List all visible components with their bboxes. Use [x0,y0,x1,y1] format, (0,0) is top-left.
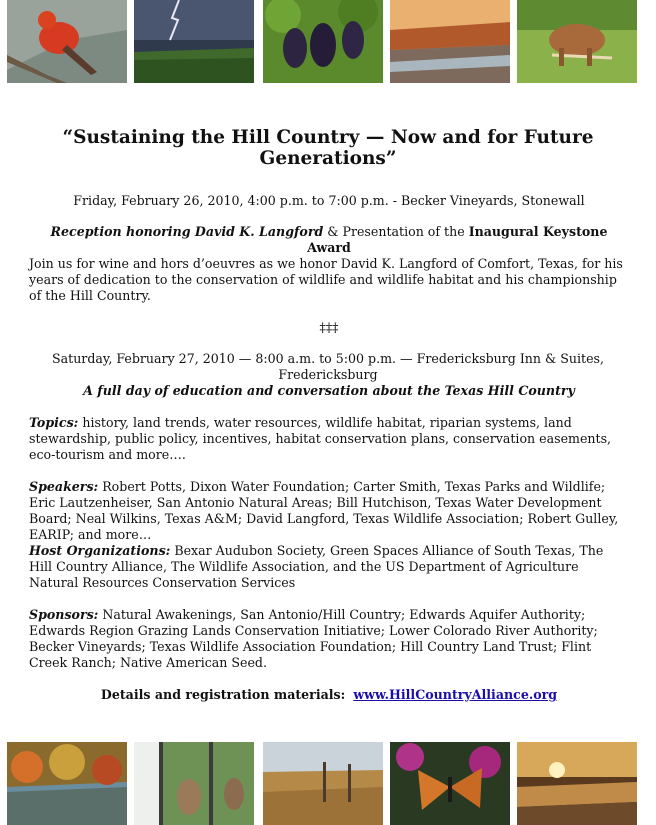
event2-date: Saturday, February 27, 2010 — 8:00 a.m. to 5:00 p.m. — Fredericksburg Inn & Suites, Fredericksburg [52,351,604,382]
reception-honoree: Reception honoring David K. Langford [50,224,324,239]
details-line [29,687,629,703]
event1-reception [29,224,629,256]
photo-cardinal [7,0,127,83]
photo-field [263,742,383,825]
section-divider: ‡‡‡ [319,320,339,335]
registration-link[interactable]: www.HillCountryAlliance.org [353,687,558,702]
photo-river [390,0,510,83]
topics-label: Topics: [29,415,79,430]
speakers-text: Robert Potts, Dixon Water Foundation; Carter Smith, Texas Parks and Wildlife; Eric Lautzenheiser, San Antonio Natural Areas; Bill Hutchison, Texas Water Development Board; Neal Wilkins, Texas A&M; David Langford, Texas Wildlife Association; Robert Gulley, EARIP; and more… [29,479,619,542]
sponsors-label: Sponsors: [29,607,99,622]
photo-autumn-river [7,742,127,825]
photo-sunset-river [517,742,637,825]
sponsors-paragraph [29,607,629,671]
event1-description: Join us for wine and hors d’oeuvres as we honor David K. Langford of Comfort, Texas, for his years of dedication to the conservation of wildlife and wildlife habitat and his championship of the Hill Country. [29,256,623,303]
speakers-paragraph [29,479,629,543]
photo-lightning [134,0,254,83]
event1-date: Friday, February 26, 2010, 4:00 p.m. to 7:00 p.m. - Becker Vineyards, Stonewall [73,193,585,208]
details-label: Details and registration materials: [100,687,346,702]
keystone-award: Inaugural Keystone Award [307,224,608,255]
hosts-paragraph [29,543,629,591]
hosts-label: Host Organizations: [29,543,171,558]
photo-deer [134,742,254,825]
hosts-text: Bexar Audubon Society, Green Spaces Alliance of South Texas, The Hill Country Alliance, The Wildlife Association, and the US Department of Agriculture Natural Resources Conservation Services [29,543,604,590]
topics-text: history, land trends, water resources, wildlife habitat, riparian systems, land stewardship, public policy, incentives, habitat conservation plans, conservation easements, eco-tourism and more…. [29,415,612,462]
photo-longhorn [517,0,637,83]
event2-tagline: A full day of education and conversation about the Texas Hill Country [83,383,575,398]
sponsors-text: Natural Awakenings, San Antonio/Hill Country; Edwards Aquifer Authority; Edwards Region Grazing Lands Conservation Initiative; Lower Colorado River Authority; Becker Vineyards; Texas Wildlife Association Foundation; Hill Country Land Trust; Flint Creek Ranch; Native American Seed. [29,607,598,670]
photo-butterfly [390,742,510,825]
reception-connector: & Presentation of the [323,224,469,239]
topics-paragraph [29,415,629,463]
speakers-label: Speakers: [29,479,99,494]
page-title: “Sustaining the Hill Country — Now and for Future Generations” [62,127,594,169]
photo-grapes [263,0,383,83]
